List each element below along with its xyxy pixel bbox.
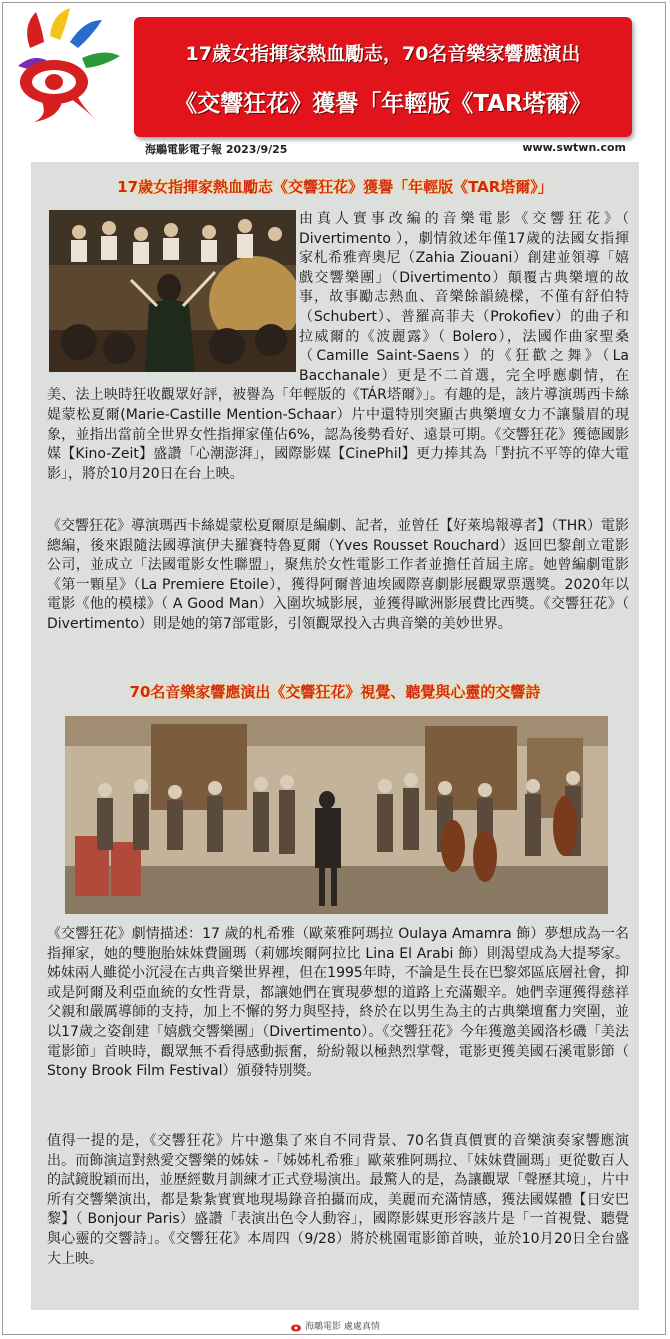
- swtwn-small-mark-icon: [290, 1322, 302, 1332]
- byline-source: 海鵰電影電子報 2023/9/25: [145, 143, 288, 156]
- film-still-conductor-photo: [49, 210, 296, 372]
- byline-site: www.swtwn.com: [522, 141, 626, 154]
- footer-text: 海鵰電影 處處真情: [305, 1322, 380, 1332]
- article-paragraph-3: 《交響狂花》劇情描述：17 歲的札希雅（歐萊雅阿瑪拉 Oulaya Amamra 飾）夢想成為一名指揮家，她的雙胞胎妹妹費圖瑪（莉娜埃爾阿拉比 Lina El Arabi 飾）則渴望成為大提琴家。姊妹兩人雖從小沉浸在古典音樂世界裡，但在1995年時，不論是生長在巴黎郊區底層社會，抑或是阿爾及利亞血統的女性背景，都讓她們在實現夢想的道路上充滿艱辛。她們幸運獲得慈祥父親和嚴厲導師的支持，加上不懈的努力與堅持，終於在以男生為主的古典樂壇奮力突圍，並以17歲之姿創建「嬉戲交響樂團」（Divertimento）。《交響狂花》今年獲邀美國洛杉磯「美法電影節」首映時，觀眾無不看得感動振奮，紛紛報以極熱烈掌聲，電影更獲美國石溪電影節（ Stony Brook Film Festival）頒發特別獎。: [47, 926, 629, 1080]
- article-panel: [31, 162, 639, 1310]
- headline-line-1: 17歲女指揮家熱血勵志，70名音樂家響應演出: [185, 43, 581, 65]
- section-2-title: 70名音樂家響應演出《交響狂花》視覺、聽覺與心靈的交響詩: [129, 683, 541, 701]
- swtwn-logo-icon: [12, 6, 132, 124]
- footer: [0, 1319, 670, 1332]
- headline-banner: [134, 17, 632, 137]
- article-paragraph-2: 《交響狂花》導演瑪西卡絲媞蒙松夏爾原是編劇、記者，並曾任【好萊塢報導者】（THR）電影總編，後來跟隨法國導演伊夫羅賽特魯夏爾（Yves Rousset Rouchard）返回巴黎創立電影公司，並成立「法國電影女性聯盟」，聚焦於女性電影工作者並擔任首屆主席。她曾編劇電影《第一顆星》（La Premiere Etoile），獲得阿爾普迪埃國際喜劇影展觀眾票選獎。2020年以電影《他的模樣》（ A Good Man）入圍坎城影展，並獲得歐洲影展費比西獎。《交響狂花》（ Divertimento）則是她的第7部電影，引領觀眾投入古典音樂的美妙世界。: [47, 518, 629, 632]
- section-1-title: 17歲女指揮家熱血勵志《交響狂花》獲譽「年輕版《TAR塔爾》」: [117, 178, 553, 196]
- article-paragraph-1: 由真人實事改編的音樂電影《交響狂花》（ Divertimento ），劇情敘述年僅17歲的法國女指揮家札希雅齊奧尼（Zahia Ziouani）創建並領導「嬉戲交響樂團」（Divertimento）顛覆古典樂壇的故事，故事勵志熱血、音樂餘韻繞樑，不僅有舒伯特（Schubert）、普羅高菲夫（Prokofiev）的曲子和拉威爾的《波麗露》（ Bolero），法國作曲家聖桑（Camille Saint-Saens）的《狂歡之舞》（La Bacchanale）更是不二首選，完全呼應劇情，在美、法上映時狂收觀眾好評，被譽為「年輕版的《TÁR塔爾》」。有趣的是，該片導演瑪西卡絲媞蒙松夏爾(Marie-Castille Mention-Schaar）片中還特別突顯古典樂壇女力不讓鬚眉的現象，並指出當前全世界女性指揮家僅佔6%，認為後勢看好、遠景可期。《交響狂花》獲德國影媒【Kino-Zeit】盛讚「心潮澎湃」，國際影媒【CinePhil】更力捧其為「對抗不平等的偉大電影」，將於10月20日在台上映。: [47, 211, 629, 482]
- film-still-orchestra-photo: [65, 716, 608, 914]
- article-paragraph-4: 值得一提的是，《交響狂花》片中邀集了來自不同背景、70名貨真價實的音樂演奏家響應演出。而飾演這對熱愛交響樂的姊妹 -「姊姊札希雅」歐萊雅阿瑪拉、「妹妹費圖瑪」更從數百人的試鏡脫穎而出，並歷經數月訓練才正式登場演出。最驚人的是，為讓觀眾「聲歷其境」，片中所有交響樂演出，都是紮紮實實地現場錄音拍攝而成，美麗而充滿情感，獲法國媒體【日安巴黎】（ Bonjour Paris）盛讚「表演出色令人動容」，國際影媒更形容該片是「一首視覺、聽覺與心靈的交響詩」。《交響狂花》本周四（9/28）將於桃園電影節首映，並於10月20日全台盛大上映。: [47, 1133, 629, 1267]
- headline-line-2: 《交響狂花》獲譽「年輕版《TAR塔爾》: [174, 91, 592, 117]
